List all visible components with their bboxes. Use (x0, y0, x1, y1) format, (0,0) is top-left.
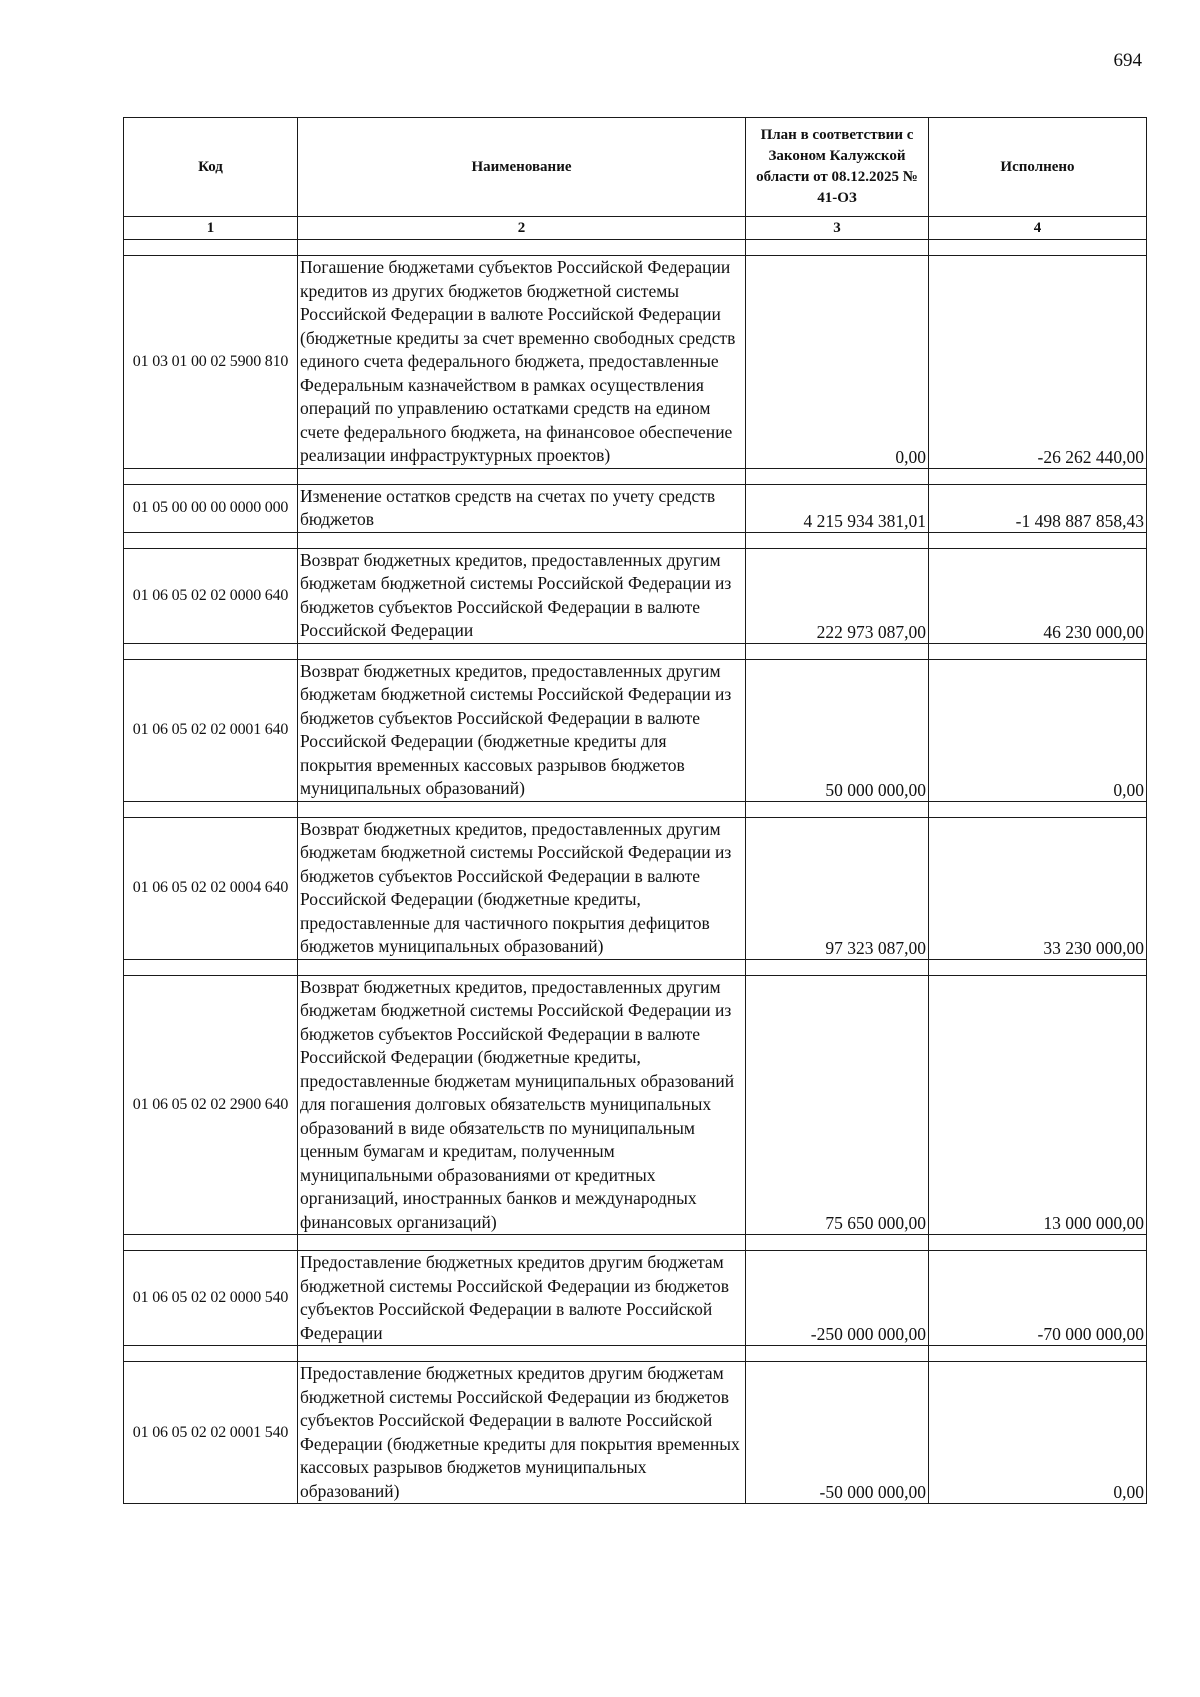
row-code: 01 06 05 02 02 2900 640 (124, 975, 298, 1235)
row-plan: 50 000 000,00 (746, 659, 929, 801)
row-executed: 46 230 000,00 (929, 548, 1147, 643)
page-number: 694 (1113, 50, 1142, 71)
row-name: Возврат бюджетных кредитов, предоставленных другим бюджетам бюджетной системы Российской Федерации из бюджетов субъектов Российской Федерации в валюте Российской Федерации (бюджетные кредиты, предоставленные для частичного покрытия дефицитов бюджетов муниципальных образований) (298, 817, 746, 959)
row-name: Изменение остатков средств на счетах по учету средств бюджетов (298, 484, 746, 532)
row-executed: -26 262 440,00 (929, 256, 1147, 469)
spacer-row (124, 240, 1147, 256)
column-number-row (124, 217, 1147, 240)
row-plan: 0,00 (746, 256, 929, 469)
column-number: 1 (124, 217, 298, 240)
header-row (124, 118, 1147, 217)
row-name: Возврат бюджетных кредитов, предоставленных другим бюджетам бюджетной системы Российской Федерации из бюджетов субъектов Российской Федерации в валюте Российской Федерации (298, 548, 746, 643)
table-row (124, 817, 1147, 959)
row-plan: 97 323 087,00 (746, 817, 929, 959)
spacer-row (124, 801, 1147, 817)
header-plan: План в соответствии с Законом Калужской области от 08.12.2025 № 41-ОЗ (746, 118, 929, 217)
column-number: 2 (298, 217, 746, 240)
row-name: Возврат бюджетных кредитов, предоставленных другим бюджетам бюджетной системы Российской Федерации из бюджетов субъектов Российской Федерации в валюте Российской Федерации (бюджетные кредиты для покрытия временных кассовых разрывов бюджетов муниципальных образований) (298, 659, 746, 801)
row-code: 01 06 05 02 02 0001 540 (124, 1362, 298, 1504)
row-executed: 0,00 (929, 659, 1147, 801)
spacer-row (124, 643, 1147, 659)
row-plan: -250 000 000,00 (746, 1251, 929, 1346)
spacer-row (124, 468, 1147, 484)
header-executed: Исполнено (929, 118, 1147, 217)
row-plan: -50 000 000,00 (746, 1362, 929, 1504)
table-row (124, 975, 1147, 1235)
row-executed: 13 000 000,00 (929, 975, 1147, 1235)
header-name: Наименование (298, 118, 746, 217)
row-code: 01 03 01 00 02 5900 810 (124, 256, 298, 469)
spacer-row (124, 1346, 1147, 1362)
table-row (124, 1362, 1147, 1504)
table-row (124, 1251, 1147, 1346)
column-number: 4 (929, 217, 1147, 240)
spacer-row (124, 532, 1147, 548)
row-code: 01 05 00 00 00 0000 000 (124, 484, 298, 532)
column-number: 3 (746, 217, 929, 240)
budget-table (123, 117, 1147, 1504)
row-plan: 222 973 087,00 (746, 548, 929, 643)
spacer-row (124, 959, 1147, 975)
row-plan: 75 650 000,00 (746, 975, 929, 1235)
row-name: Предоставление бюджетных кредитов другим бюджетам бюджетной системы Российской Федерации из бюджетов субъектов Российской Федерации в валюте Российской Федерации (бюджетные кредиты для покрытия временных кассовых разрывов бюджетов муниципальных образований) (298, 1362, 746, 1504)
row-name: Погашение бюджетами субъектов Российской Федерации кредитов из других бюджетов бюджетной системы Российской Федерации в валюте Российской Федерации (бюджетные кредиты за счет временно свободных средств единого счета федерального бюджета, предоставленные Федеральным казначейством в рамках осуществления операций по управлению остатками средств на едином счете федерального бюджета, на финансовое обеспечение реализации инфраструктурных проектов) (298, 256, 746, 469)
row-code: 01 06 05 02 02 0004 640 (124, 817, 298, 959)
row-name: Предоставление бюджетных кредитов другим бюджетам бюджетной системы Российской Федерации из бюджетов субъектов Российской Федерации в валюте Российской Федерации (298, 1251, 746, 1346)
row-executed: 33 230 000,00 (929, 817, 1147, 959)
table-row (124, 484, 1147, 532)
header-code: Код (124, 118, 298, 217)
row-code: 01 06 05 02 02 0001 640 (124, 659, 298, 801)
row-executed: -70 000 000,00 (929, 1251, 1147, 1346)
table-row (124, 659, 1147, 801)
row-executed: 0,00 (929, 1362, 1147, 1504)
row-name: Возврат бюджетных кредитов, предоставленных другим бюджетам бюджетной системы Российской Федерации из бюджетов субъектов Российской Федерации в валюте Российской Федерации (бюджетные кредиты, предоставленные бюджетам муниципальных образований для погашения долговых обязательств муниципальных образований в виде обязательств по муниципальным ценным бумагам и кредитам, полученным муниципальными образованиями от кредитных организаций, иностранных банков и международных финансовых организаций) (298, 975, 746, 1235)
row-plan: 4 215 934 381,01 (746, 484, 929, 532)
table-row (124, 548, 1147, 643)
row-code: 01 06 05 02 02 0000 540 (124, 1251, 298, 1346)
row-code: 01 06 05 02 02 0000 640 (124, 548, 298, 643)
row-executed: -1 498 887 858,43 (929, 484, 1147, 532)
table-row (124, 256, 1147, 469)
spacer-row (124, 1235, 1147, 1251)
